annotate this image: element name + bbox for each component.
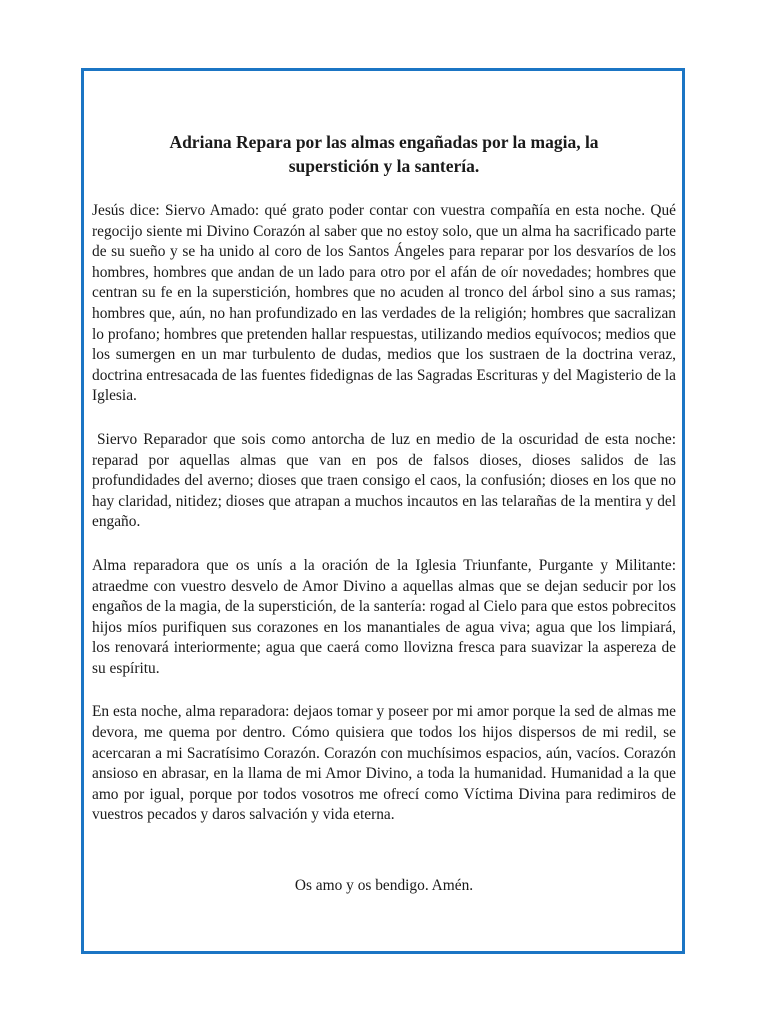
closing-line: Os amo y os bendigo. Amén. bbox=[294, 877, 474, 894]
paragraph-en-esta-noche: En esta noche, alma reparadora: dejaos tomar y poseer por mi amor porque la sed de almas me devora, me quema por dentro. Cómo quisiera que todos los hijos dispersos de mi redil, se acercaran a mi Sacratísimo Corazón. Corazón con muchísimos espacios, aún, vacíos. Corazón ansioso en abrasar, en la llama de mi Amor Divino, a toda la humanidad. Humanidad a la que amo por igual, porque por todos vosotros me ofrecí como Víctima Divina para redimiros de vuestros pecados y daros salvación y vida eterna. bbox=[92, 703, 676, 824]
document-body bbox=[92, 201, 676, 849]
paragraph-alma-reparadora: Alma reparadora que os unís a la oración de la Iglesia Triunfante, Purgante y Militante: atraedme con vuestro desvelo de Amor Divino a aquellas almas que se dejan seducir por los engaños de la magia, de la superstición, de la santería: rogad al Cielo para que estos pobrecitos hijos míos purifiquen sus corazones en los manantiales de agua viva; agua que los limpiará, los renovará interiormente; agua que caerá como llovizna fresca para suavizar la aspereza de su espíritu. bbox=[92, 556, 676, 677]
paragraph-jesus-dice: Jesús dice: Siervo Amado: qué grato poder contar con vuestra compañía en esta noche. Qué regocijo siente mi Divino Corazón al saber que no estoy solo, que un alma ha sacrificado parte de su sueño y se ha unido al coro de los Santos Ángeles para reparar por los desvaríos de los hombres, hombres que andan de un lado para otro por el afán de oír novedades; hombres que centran su fe en la superstición, hombres que no acuden al tronco del árbol sino a sus ramas; hombres que, aún, no han profundizado en las verdades de la religión; hombres que sacralizan lo profano; hombres que pretenden hallar respuestas, utilizando medios equívocos; medios que los sumergen en un mar turbulento de dudas, medios que los sustraen de la doctrina veraz, doctrina entresacada de las fuentes fidedignas de las Sagradas Escrituras y del Magisterio de la Iglesia. bbox=[92, 202, 676, 405]
document-title: Adriana Repara por las almas engañadas por la magia, la superstición y la santería. bbox=[169, 132, 599, 176]
paragraph-siervo-reparador: Siervo Reparador que sois como antorcha de luz en medio de la oscuridad de esta noche: reparad por aquellas almas que van en pos de falsos dioses, dioses salidos de las profundidades del averno; dioses que traen consigo el caos, la confusión; dioses en los que no hay claridad, nitidez; dioses que atrapan a muchos incautos en las telarañas de la mentira y del engaño. bbox=[92, 430, 676, 531]
